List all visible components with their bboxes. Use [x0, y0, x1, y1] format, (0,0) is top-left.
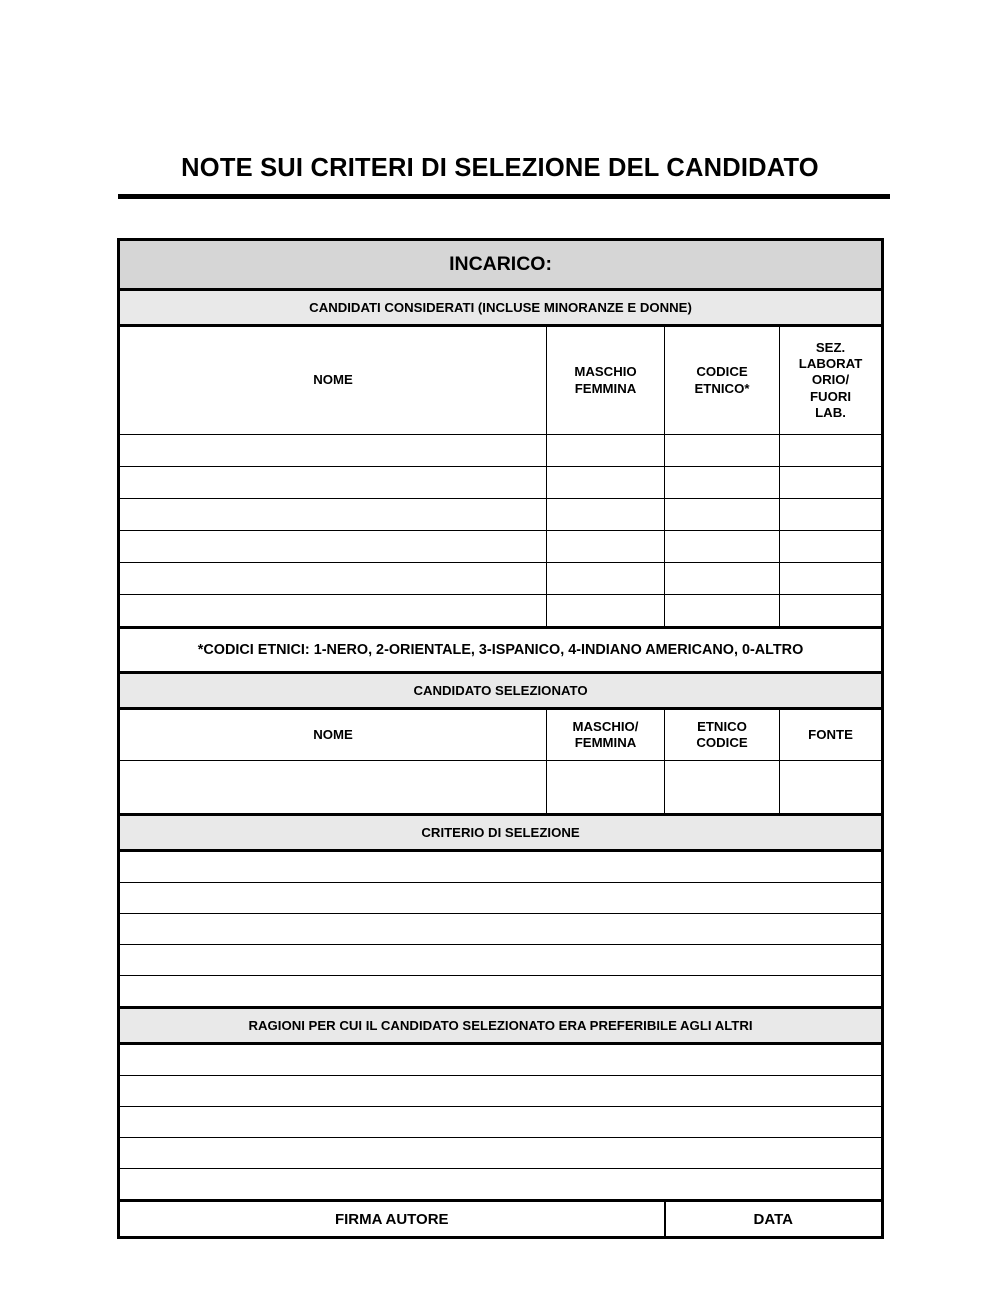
reasons-header-row	[119, 1008, 883, 1044]
selected-candidate-entry-row	[119, 761, 883, 815]
candidate-section-cell[interactable]	[780, 531, 883, 563]
reasons-cell[interactable]	[119, 1044, 883, 1076]
reasons-label: RAGIONI PER CUI IL CANDIDATO SELEZIONATO ERA PREFERIBILE AGLI ALTRI	[119, 1008, 883, 1044]
reasons-row	[119, 1107, 883, 1138]
selected-ethnic-line1: ETNICO	[697, 718, 747, 734]
selected-gender-line2: FEMMINA	[574, 735, 637, 750]
selected-name-cell[interactable]	[119, 761, 547, 815]
column-header-ethnic-line2: ETNICO*	[694, 380, 750, 396]
selected-candidate-header-row	[119, 673, 883, 709]
selected-gender-line1: MASCHIO/	[572, 718, 639, 734]
candidate-name-cell[interactable]	[119, 467, 547, 499]
selection-criteria-cell[interactable]	[119, 851, 883, 883]
date-label: DATA	[665, 1201, 883, 1238]
selected-column-header-gender	[547, 709, 665, 761]
candidate-ethnic-cell[interactable]	[665, 563, 780, 595]
candidate-ethnic-cell[interactable]	[665, 467, 780, 499]
candidate-section-cell[interactable]	[780, 595, 883, 628]
selected-column-header-row	[119, 709, 883, 761]
selected-column-header-nome: NOME	[119, 709, 547, 761]
page-title: NOTE SUI CRITERI DI SELEZIONE DEL CANDIDATO	[181, 154, 819, 183]
reasons-cell[interactable]	[119, 1107, 883, 1138]
candidate-section-cell[interactable]	[780, 467, 883, 499]
title-divider	[118, 194, 890, 199]
selection-criteria-cell[interactable]	[119, 945, 883, 976]
candidate-name-cell[interactable]	[119, 595, 547, 628]
selection-criteria-form-table	[117, 238, 884, 1239]
reasons-cell[interactable]	[119, 1076, 883, 1107]
reasons-row	[119, 1044, 883, 1076]
candidate-gender-cell[interactable]	[547, 531, 665, 563]
selected-column-header-ethnic	[665, 709, 780, 761]
assignment-row	[119, 240, 883, 290]
signature-label: FIRMA AUTORE	[119, 1201, 665, 1238]
column-header-section-line4: FUORI	[810, 388, 852, 404]
candidate-section-cell[interactable]	[780, 563, 883, 595]
ethnic-codes-note: *CODICI ETNICI: 1-NERO, 2-ORIENTALE, 3-ISPANICO, 4-INDIANO AMERICANO, 0-ALTRO	[119, 628, 883, 673]
candidate-ethnic-cell[interactable]	[665, 531, 780, 563]
candidate-section-cell[interactable]	[780, 435, 883, 467]
selected-source-cell[interactable]	[780, 761, 883, 815]
assignment-label: INCARICO:	[119, 240, 883, 290]
selection-criteria-label: CRITERIO DI SELEZIONE	[119, 815, 883, 851]
candidate-entry-row	[119, 531, 883, 563]
selection-criteria-row	[119, 976, 883, 1008]
column-header-lab-section	[780, 326, 883, 435]
column-header-gender-line1: MASCHIO	[574, 364, 637, 380]
candidate-name-cell[interactable]	[119, 435, 547, 467]
selection-criteria-row	[119, 851, 883, 883]
selected-gender-cell[interactable]	[547, 761, 665, 815]
candidate-section-cell[interactable]	[780, 499, 883, 531]
candidate-entry-row	[119, 595, 883, 628]
candidate-gender-cell[interactable]	[547, 595, 665, 628]
reasons-row	[119, 1169, 883, 1201]
candidate-name-cell[interactable]	[119, 499, 547, 531]
column-header-section-line2: LABORAT	[798, 356, 863, 372]
selected-candidate-label: CANDIDATO SELEZIONATO	[119, 673, 883, 709]
reasons-row	[119, 1138, 883, 1169]
column-header-section-line5: LAB.	[815, 404, 846, 420]
column-header-gender-line2: FEMMINA	[574, 380, 637, 396]
column-header-ethnic-line1: CODICE	[696, 364, 748, 380]
column-header-nome: NOME	[119, 326, 547, 435]
ethnic-codes-note-row	[119, 628, 883, 673]
candidates-considered-header-row	[119, 290, 883, 326]
selection-criteria-row	[119, 945, 883, 976]
column-header-section-line1: SEZ.	[815, 340, 846, 356]
candidate-ethnic-cell[interactable]	[665, 435, 780, 467]
selection-criteria-row	[119, 914, 883, 945]
candidate-gender-cell[interactable]	[547, 563, 665, 595]
candidate-gender-cell[interactable]	[547, 435, 665, 467]
candidates-considered-label: CANDIDATI CONSIDERATI (INCLUSE MINORANZE E DONNE)	[119, 290, 883, 326]
column-header-gender	[547, 326, 665, 435]
selection-criteria-cell[interactable]	[119, 914, 883, 945]
candidates-column-header-row	[119, 326, 883, 435]
selection-criteria-header-row	[119, 815, 883, 851]
reasons-cell[interactable]	[119, 1138, 883, 1169]
selection-criteria-cell[interactable]	[119, 976, 883, 1008]
candidate-name-cell[interactable]	[119, 563, 547, 595]
selection-criteria-row	[119, 883, 883, 914]
column-header-section-line3: ORIO/	[811, 372, 850, 388]
reasons-cell[interactable]	[119, 1169, 883, 1201]
candidate-gender-cell[interactable]	[547, 467, 665, 499]
selection-criteria-cell[interactable]	[119, 883, 883, 914]
selected-column-header-source: FONTE	[780, 709, 883, 761]
candidate-entry-row	[119, 563, 883, 595]
column-header-ethnic-code	[665, 326, 780, 435]
candidate-entry-row	[119, 435, 883, 467]
candidate-name-cell[interactable]	[119, 531, 547, 563]
selected-ethnic-line2: CODICE	[696, 735, 748, 750]
candidate-ethnic-cell[interactable]	[665, 499, 780, 531]
candidate-gender-cell[interactable]	[547, 499, 665, 531]
candidate-entry-row	[119, 499, 883, 531]
selected-ethnic-cell[interactable]	[665, 761, 780, 815]
signature-footer-row	[119, 1201, 883, 1238]
reasons-row	[119, 1076, 883, 1107]
candidate-entry-row	[119, 467, 883, 499]
candidate-ethnic-cell[interactable]	[665, 595, 780, 628]
